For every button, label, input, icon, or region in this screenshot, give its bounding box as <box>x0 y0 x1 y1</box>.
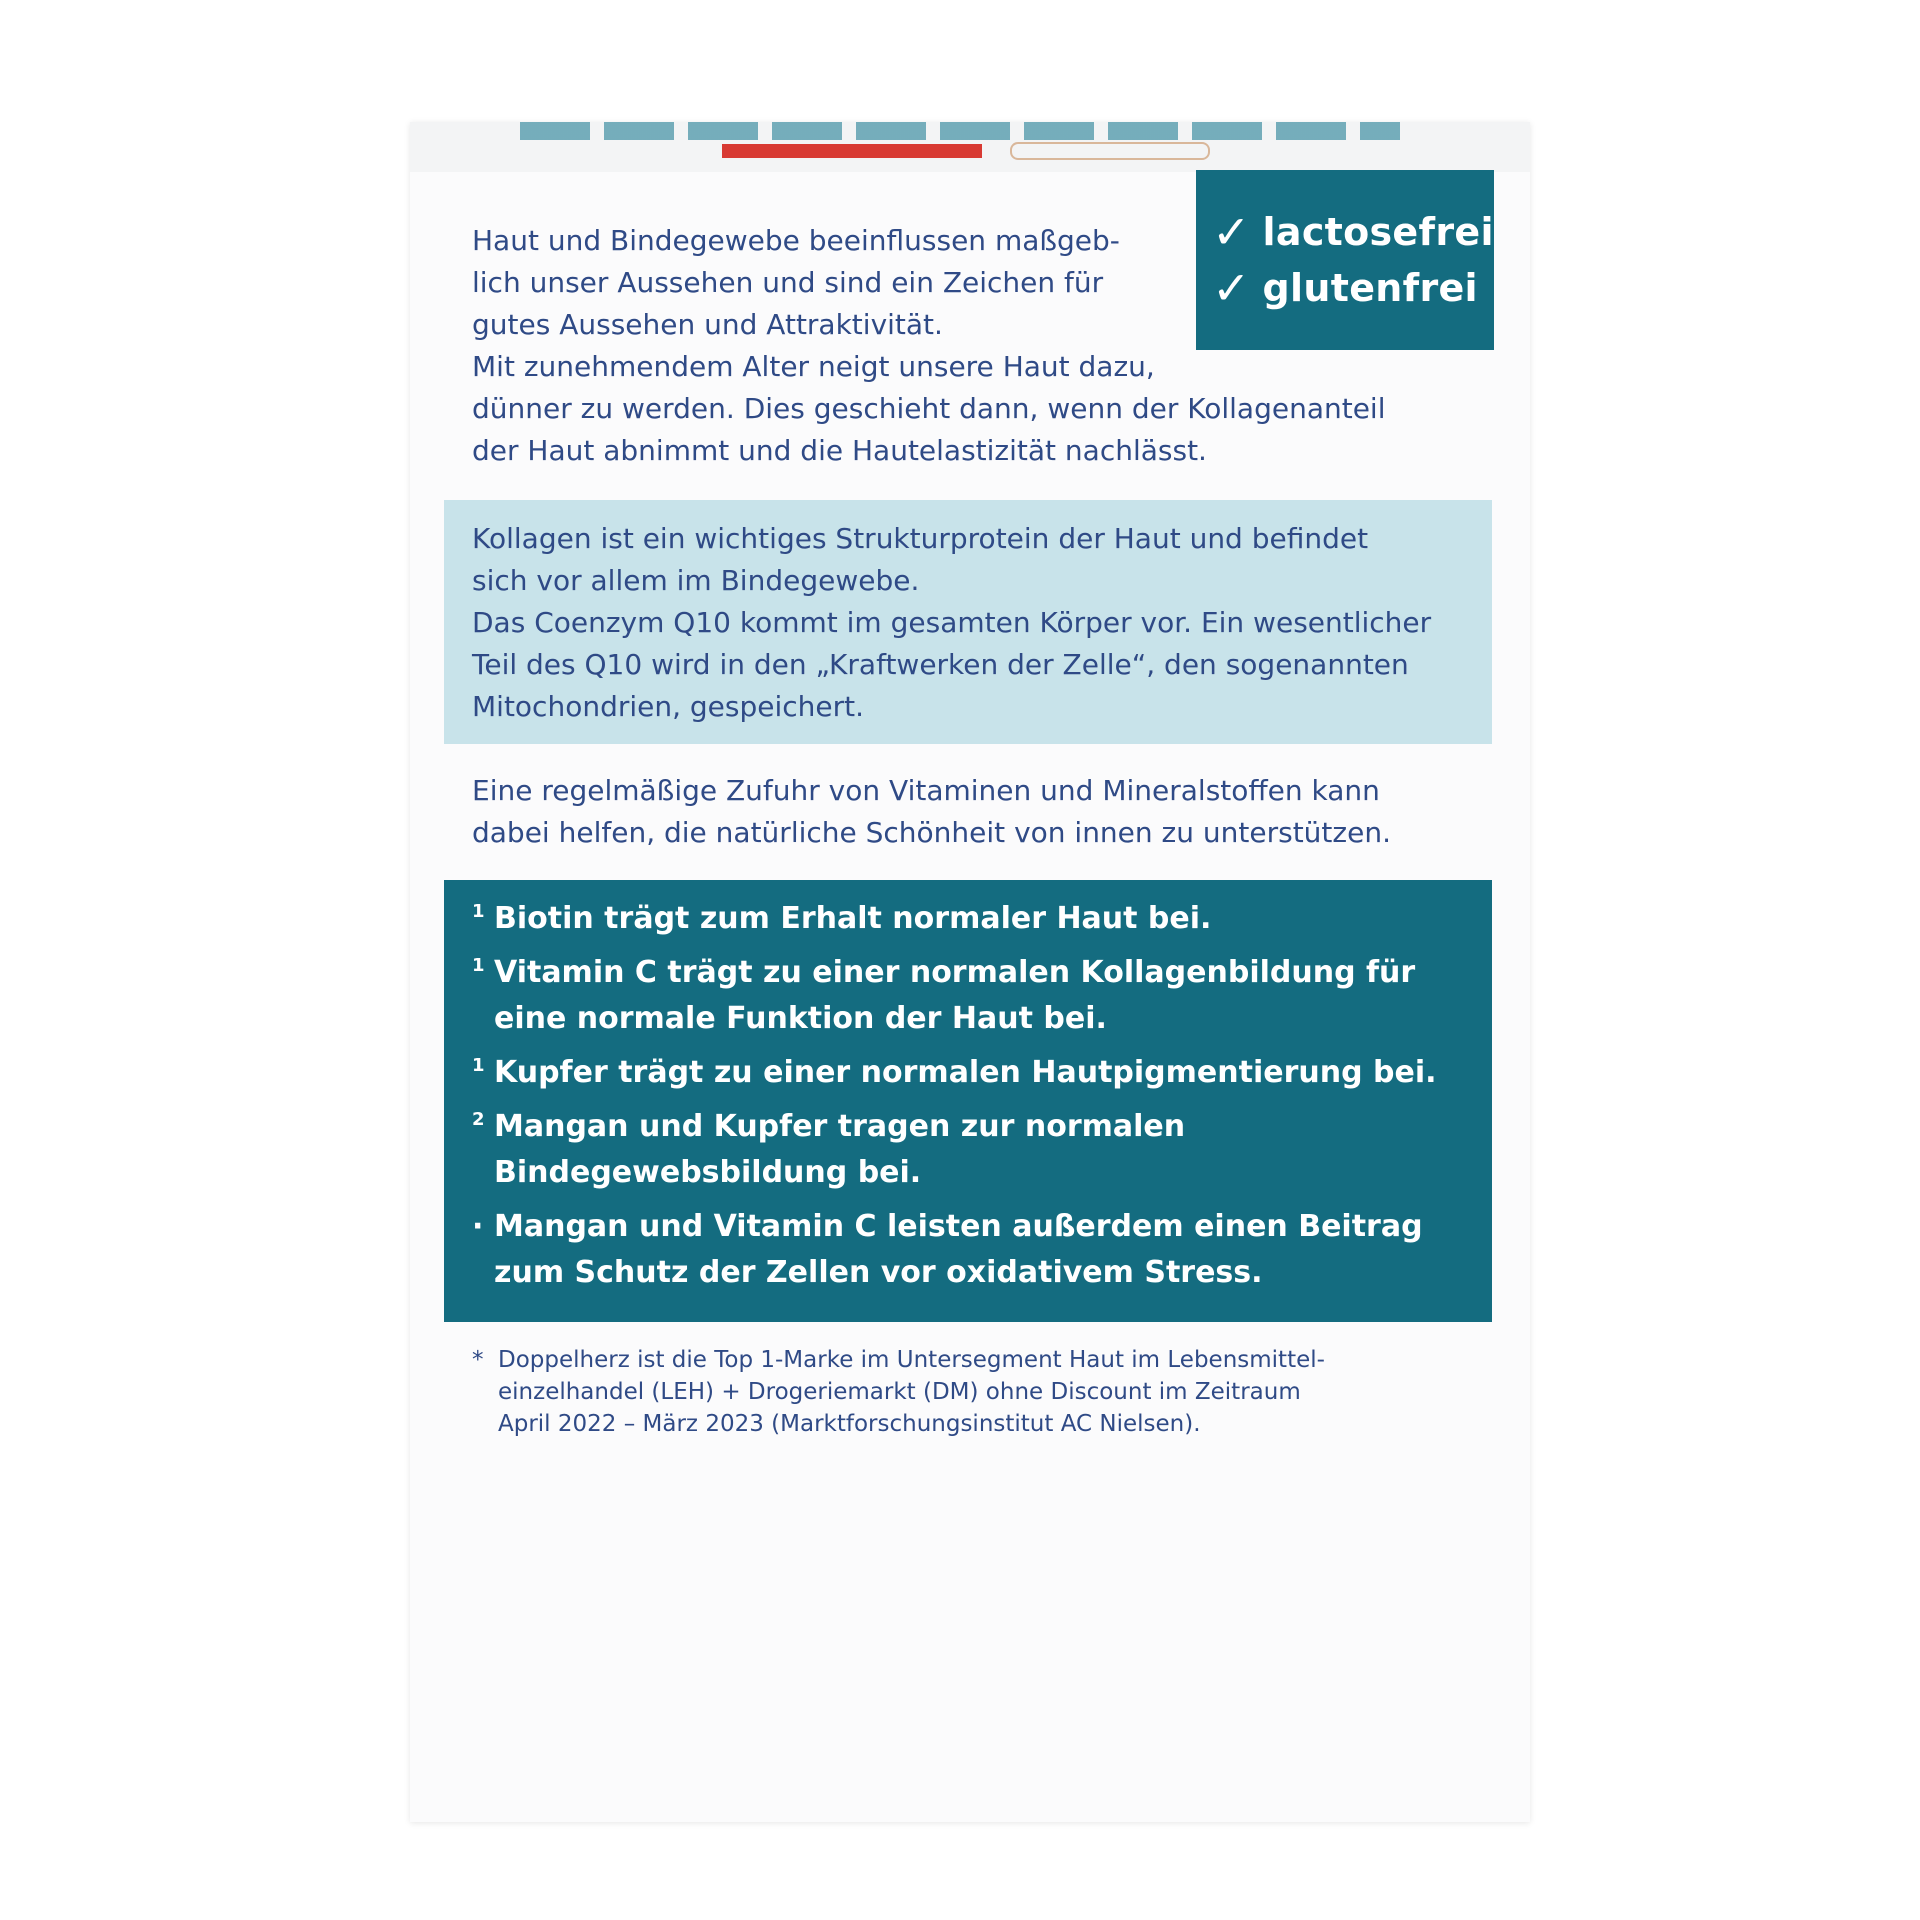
text-line: Eine regelmäßige Zufuhr von Vitaminen und Mineralstoffen kann <box>472 774 1380 807</box>
check-icon: ✓ <box>1212 205 1251 259</box>
claims-list <box>444 880 1492 1296</box>
claim-marker: 1 <box>472 955 485 976</box>
text-line: Mit zunehmendem Alter neigt unsere Haut dazu, <box>472 350 1155 383</box>
text-line: der Haut abnimmt und die Hautelastizität nachlässt. <box>472 434 1207 467</box>
text-line: Haut und Bindegewebe beeinflussen maßgeb- <box>472 224 1120 257</box>
claim-marker: · <box>472 1209 484 1244</box>
info-panel <box>444 500 1492 744</box>
footnote <box>472 1344 1432 1440</box>
text-line: Kollagen ist ein wichtiges Strukturprotein der Haut und befindet <box>472 522 1369 555</box>
text-line: dabei helfen, die natürliche Schönheit von innen zu unterstützen. <box>472 816 1391 849</box>
claim-marker: 1 <box>472 901 485 922</box>
badge-label: lactosefrei <box>1262 210 1494 254</box>
text-line: gutes Aussehen und Attraktivität. <box>472 308 943 341</box>
text-line: sich vor allem im Bindegewebe. <box>472 564 920 597</box>
badge-label: glutenfrei <box>1262 266 1478 310</box>
supply-paragraph <box>472 770 1472 854</box>
claim-text: Biotin trägt zum Erhalt normaler Haut bei. <box>494 901 1212 936</box>
info-paragraph <box>472 518 1472 728</box>
mirrored-red-banner <box>722 144 982 158</box>
text-line: dünner zu werden. Dies geschieht dann, wenn der Kollagenanteil <box>472 392 1386 425</box>
mirrored-brand-logo <box>520 122 1400 140</box>
claim-marker: 1 <box>472 1055 485 1076</box>
claim-text: Vitamin C trägt zu einer normalen Kollagenbildung für eine normale Funktion der Haut bei. <box>494 955 1416 1036</box>
claim-item <box>472 896 1492 942</box>
footnote-text <box>498 1344 1325 1440</box>
text-line: Mitochondrien, gespeichert. <box>472 690 865 723</box>
claim-text: Mangan und Vitamin C leisten außerdem einen Beitrag zum Schutz der Zellen vor oxidativem Stress. <box>494 1209 1423 1290</box>
claim-item <box>472 1204 1492 1296</box>
text-line: Teil des Q10 wird in den „Kraftwerken der Zelle“, den sogenannten <box>472 648 1409 681</box>
text-line: Das Coenzym Q10 kommt im gesamten Körper vor. Ein wesentlicher <box>472 606 1432 639</box>
claim-marker: 2 <box>472 1109 485 1130</box>
mirrored-seal-pill <box>1010 142 1210 160</box>
claim-item <box>472 1050 1492 1096</box>
claim-item <box>472 950 1492 1042</box>
top-flap <box>410 122 1530 172</box>
claim-text: Mangan und Kupfer tragen zur normalen Bindegewebsbildung bei. <box>494 1109 1186 1190</box>
health-claims-panel <box>444 880 1492 1322</box>
text-line: lich unser Aussehen und sind ein Zeichen für <box>472 266 1104 299</box>
check-icon: ✓ <box>1212 261 1251 315</box>
claim-text: Kupfer trägt zu einer normalen Hautpigmentierung bei. <box>494 1055 1437 1090</box>
text-line: einzelhandel (LEH) + Drogeriemarkt (DM) ohne Discount im Zeitraum <box>498 1379 1301 1405</box>
text-line: Doppelherz ist die Top 1-Marke im Untersegment Haut im Lebensmittel- <box>498 1347 1325 1373</box>
text-line: April 2022 – März 2023 (Marktforschungsinstitut AC Nielsen). <box>498 1411 1201 1437</box>
product-box-back <box>410 122 1530 1822</box>
footnote-marker: * <box>472 1347 484 1373</box>
claim-item <box>472 1104 1492 1196</box>
intro-paragraph <box>472 220 1422 472</box>
